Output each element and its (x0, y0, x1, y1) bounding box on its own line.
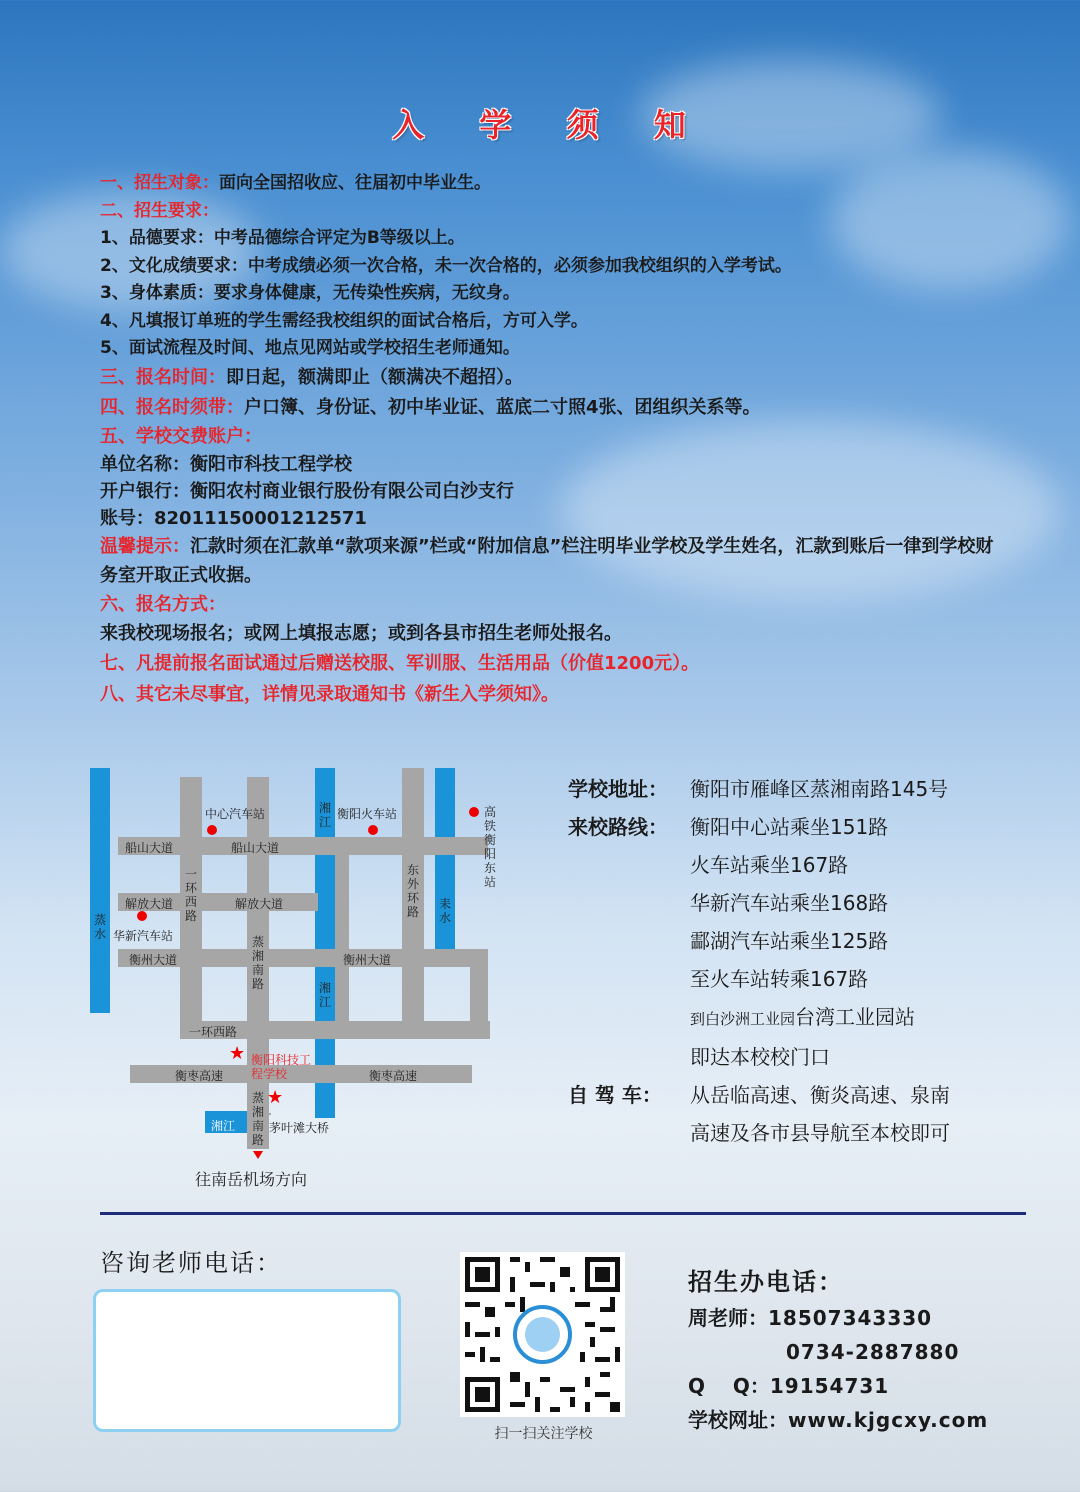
notes-line: 七、凡提前报名面试通过后赠送校服、军训服、生活用品（价值1200元）。 (100, 652, 700, 674)
label-river-zhengshui: 蒸水 (93, 913, 106, 941)
row-key: 自 驾 车： (568, 1083, 662, 1107)
station-dot (469, 807, 479, 817)
section-label: 二、招生要求： (100, 200, 219, 221)
label-hengyang-station: 衡阳火车站 (337, 807, 398, 821)
section-text: 面向全国招收应、往届初中毕业生。 (219, 173, 491, 193)
drive-row (568, 1114, 1048, 1152)
notes-line: 4、凡填报订单班的学生需经我校组织的面试合格后，方可入学。 (100, 310, 588, 331)
address-row (568, 770, 1048, 808)
river-laishui (435, 768, 455, 953)
qq-row (688, 1369, 1078, 1403)
road-far-right (470, 949, 488, 1039)
notes-line (100, 170, 1020, 198)
section-label: 三、报名时间： (100, 366, 226, 388)
route-row (568, 998, 1048, 1038)
website-row (688, 1403, 1078, 1437)
notes-line: 5、面试流程及时间、地点见网站或学校招生老师通知。 (100, 338, 520, 358)
address-panel (568, 770, 1048, 1152)
notes-line (100, 198, 1020, 226)
row-value: 即达本校校门口 (690, 1045, 830, 1069)
phone-number: 18507343330 (768, 1306, 933, 1330)
drive-row (568, 1076, 1048, 1114)
qq-label: Q Q： (688, 1374, 770, 1398)
route-row (568, 808, 1048, 846)
notes-line (100, 532, 1000, 590)
label-airport: 往南岳机场方向 (195, 1170, 308, 1189)
label-hengzao: 衡枣高速 (175, 1069, 224, 1083)
row-value: 高速及各市县导航至本校即可 (690, 1121, 950, 1145)
route-row (568, 846, 1048, 884)
label-hengzhou: 衡州大道 (343, 953, 392, 967)
teacher-label: 周老师： (688, 1306, 768, 1330)
row-key: 学校地址： (568, 777, 668, 801)
section-label: 温馨提示： (100, 535, 190, 557)
notes-line: 开户银行：衡阳农村商业银行股份有限公司白沙支行 (100, 480, 514, 502)
page-title: 入 学 须 知 (392, 106, 708, 144)
phone-number: 0734-2887880 (786, 1340, 960, 1364)
route-row (568, 884, 1048, 922)
notes-line: 2、文化成绩要求：中考成绩必须一次合格，未一次合格的，必须参加我校组织的入学考试。 (100, 255, 792, 276)
office-contact (688, 1262, 1078, 1437)
section-text: 汇款时须在汇款单“款项来源”栏或“附加信息”栏注明毕业学校及学生姓名，汇款到账后一律到学校财务室开取正式收据。 (100, 535, 994, 586)
label-river-laishui: 耒水 (438, 897, 451, 925)
route-row (568, 960, 1048, 998)
section-label: 五、学校交费账户： (100, 425, 262, 447)
qr-code[interactable] (460, 1252, 625, 1417)
label-chuanshan: 船山大道 (125, 841, 174, 855)
route-row (568, 1038, 1048, 1076)
qr-caption: 扫一扫关注学校 (494, 1426, 593, 1442)
row-value: 火车站乘坐167路 (690, 853, 849, 877)
notes-line: 八、其它未尽事宜，详情见录取通知书《新生入学须知》。 (100, 683, 559, 705)
label-river-xiangjiang: 湘江 (318, 801, 331, 829)
station-dot (207, 825, 217, 835)
label-hengzao: 衡枣高速 (369, 1069, 418, 1083)
label-center-station: 中心汽车站 (205, 807, 266, 821)
label-jiefang: 解放大道 (125, 897, 174, 911)
section-label: 六、报名方式： (100, 593, 226, 615)
phone-row (688, 1335, 1078, 1369)
site-label: 学校网址： (688, 1408, 788, 1432)
phone-row (688, 1301, 1078, 1335)
notes-line (100, 590, 1020, 619)
star-icon: ★ (229, 1043, 246, 1064)
row-value: 至火车站转乘167路 (690, 967, 869, 991)
arrow-down-icon (253, 1151, 263, 1159)
row-value: 衡阳市雁峰区蒸湘南路145号 (690, 777, 949, 801)
notes-line (100, 393, 1020, 422)
notes-line (100, 363, 1020, 393)
label-chuanshan: 船山大道 (231, 841, 280, 855)
row-value: 酃湖汽车站乘坐125路 (690, 929, 889, 953)
notes-line: 单位名称：衡阳市科技工程学校 (100, 453, 352, 475)
label-school: 衡阳科技工程学校 (251, 1053, 312, 1081)
section-text: 户口簿、身份证、初中毕业证、蓝底二寸照4张、团组织关系等。 (244, 396, 761, 418)
label-zhengxiang: 蒸湘南路 (251, 935, 264, 991)
row-value: 衡阳中心站乘坐151路 (690, 815, 889, 839)
road-bridge (269, 1113, 271, 1115)
section-label: 一、招生对象： (100, 173, 219, 193)
label-bridge: 茅叶滩大桥 (269, 1121, 330, 1135)
star-icon: ★ (267, 1087, 284, 1108)
notes-line (100, 422, 1020, 451)
row-value: 台湾工业园站 (795, 1005, 916, 1029)
road-chuanshan (118, 837, 488, 855)
label-hsr-station: 高铁衡阳东站 (483, 805, 496, 889)
qq-number: 19154731 (769, 1374, 890, 1398)
road-center-v (335, 855, 349, 1039)
notes-line: 来我校现场报名；或网上填报志愿；或到各县市招生老师处报名。 (100, 622, 622, 644)
notes-line: 1、品德要求：中考品德综合评定为B等级以上。 (100, 228, 465, 248)
label-zhengxiang-bottom: 蒸湘南路 (251, 1091, 264, 1147)
label-hengzhou: 衡州大道 (129, 953, 178, 967)
row-value: 从岳临高速、衡炎高速、泉南 (690, 1083, 950, 1107)
label-river-xiangjiang: 湘江 (318, 981, 331, 1009)
row-value-small: 到白沙洲工业园 (690, 1010, 796, 1028)
label-huanxi-v: 一环西路 (184, 867, 197, 923)
site-link[interactable]: www.kjgcxy.com (788, 1408, 989, 1432)
notes-line: 账号：82011150001212571 (100, 507, 367, 529)
admission-notes (100, 170, 1020, 710)
route-map (85, 765, 515, 1195)
divider (100, 1212, 1026, 1215)
river-zhengshui (90, 768, 110, 1013)
consult-label: 咨询老师电话： (100, 1249, 282, 1277)
row-key: 来校路线： (568, 815, 668, 839)
label-jiefang: 解放大道 (235, 897, 284, 911)
label-huanxi-h: 一环西路 (189, 1025, 238, 1039)
label-river-xiangjiang: 湘江 (211, 1119, 236, 1133)
station-dot (368, 825, 378, 835)
consult-phone-box (93, 1289, 401, 1432)
office-label: 招生办电话： (688, 1268, 844, 1296)
row-value: 华新汽车站乘坐168路 (690, 891, 889, 915)
route-row (568, 922, 1048, 960)
section-label: 四、报名时须带： (100, 396, 244, 418)
section-text: 即日起，额满即止（额满决不超招）。 (226, 366, 523, 388)
notes-line: 3、身体素质：要求身体健康，无传染性疾病，无纹身。 (100, 283, 520, 303)
label-huaxin-station: 华新汽车站 (113, 929, 174, 943)
station-dot (137, 911, 147, 921)
label-dongwai: 东外环路 (406, 863, 419, 919)
